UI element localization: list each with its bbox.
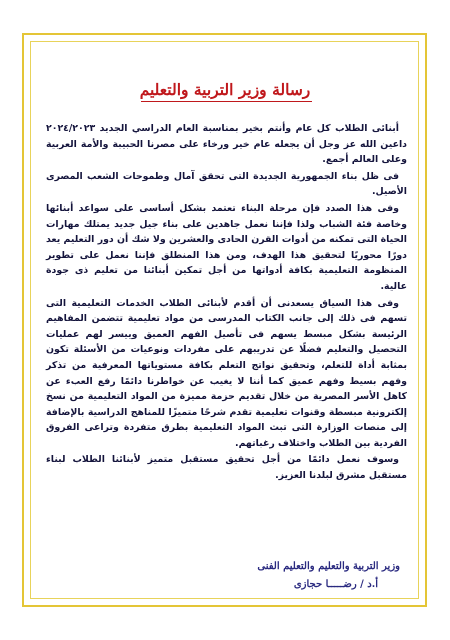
paragraph-greeting: أبنائى الطلاب كل عام وأنتم بخير بمناسبة العام الدراسي الجديد ٢٠٢٤/٢٠٢٣ داعين الله عز وجل أن يجعله عام خير ورخاء على مصرنا الحبيبة والأمة العربية وعلى العالم أجمع. (46, 123, 407, 166)
paragraph-new-republic: فى ظل بناء الجمهورية الجديدة التى تحقق آمال وطموحات الشعب المصرى الأصيل. (46, 170, 407, 198)
paragraph-building-phase: وفى هذا الصدد فإن مرحلة البناء تعتمد بشكل أساسى على سواعد أبنائها وخاصة فئة الشباب ولذا فإننا نعمل جاهدين على بناء جيل جديد يمتلك مهارات الحياة التى تمكنه من أدوات القرن الحادى والعشرين ولا شك أن دور التعليم يعد دورًا محوريًا لتحقيق هذا الهدف، ومن هذا المنطلق فإننا نعمل على تطوير المنظومة التعليمية بكافة أدواتها من أجل تمكين أبنائنا من تعليم ذى جودة عالية. (46, 202, 407, 292)
paragraph-closing: وسوف نعمل دائمًا من أجل تحقيق مستقبل متميز لأبنائنا الطلاب لبناء مستقبل مشرق لبلدنا العزيز. (46, 454, 407, 482)
title-underline (141, 101, 312, 102)
signature-title: وزير التربية والتعليم والتعليم الفنى (257, 561, 400, 572)
signature-name: أ.د / رضـــــا حجازى (293, 579, 378, 590)
paragraph-educational-services: وفى هذا السياق يسعدنى أن أقدم لأبنائى الطلاب الخدمات التعليمية التى تسهم فى ذلك إلى جانب الكتاب المدرسى من مواد تعليمية تتضمن المفاهيم الرئيسة بشكل مبسط يسهم فى تأصيل الفهم العميق وييسر لهم عمليات التحصيل والتعليم فضلًا عن تدريبهم على مفردات ونوعيات من الأسئلة تكون بمثابة أداة للتعلم، وتحقيق نواتج التعلم بكافة مستوياتها المعرفية من تذكر وفهم بسيط وفهم عميق كما أننا لا يغيب عن خواطرنا دائمًا رفع العبء عن كاهل الأسر المصرية من خلال تقديم حزمة مميزة من المواد التعليمية من نسخ إلكترونية مبسطة وقنوات تعليمية تقدم شرحًا متميزًا للمناهج الدراسية بالإضافة إلى منصات الوزارة التى تبث المواد التعليمية بطرق متفردة وتراعى الفروق الفردية بين الطلاب واختلاف رغباتهم. (46, 297, 407, 449)
letter-body (46, 121, 407, 485)
letter-title: رسالة وزير التربية والتعليم (139, 80, 311, 99)
signature-block (0, 558, 400, 594)
